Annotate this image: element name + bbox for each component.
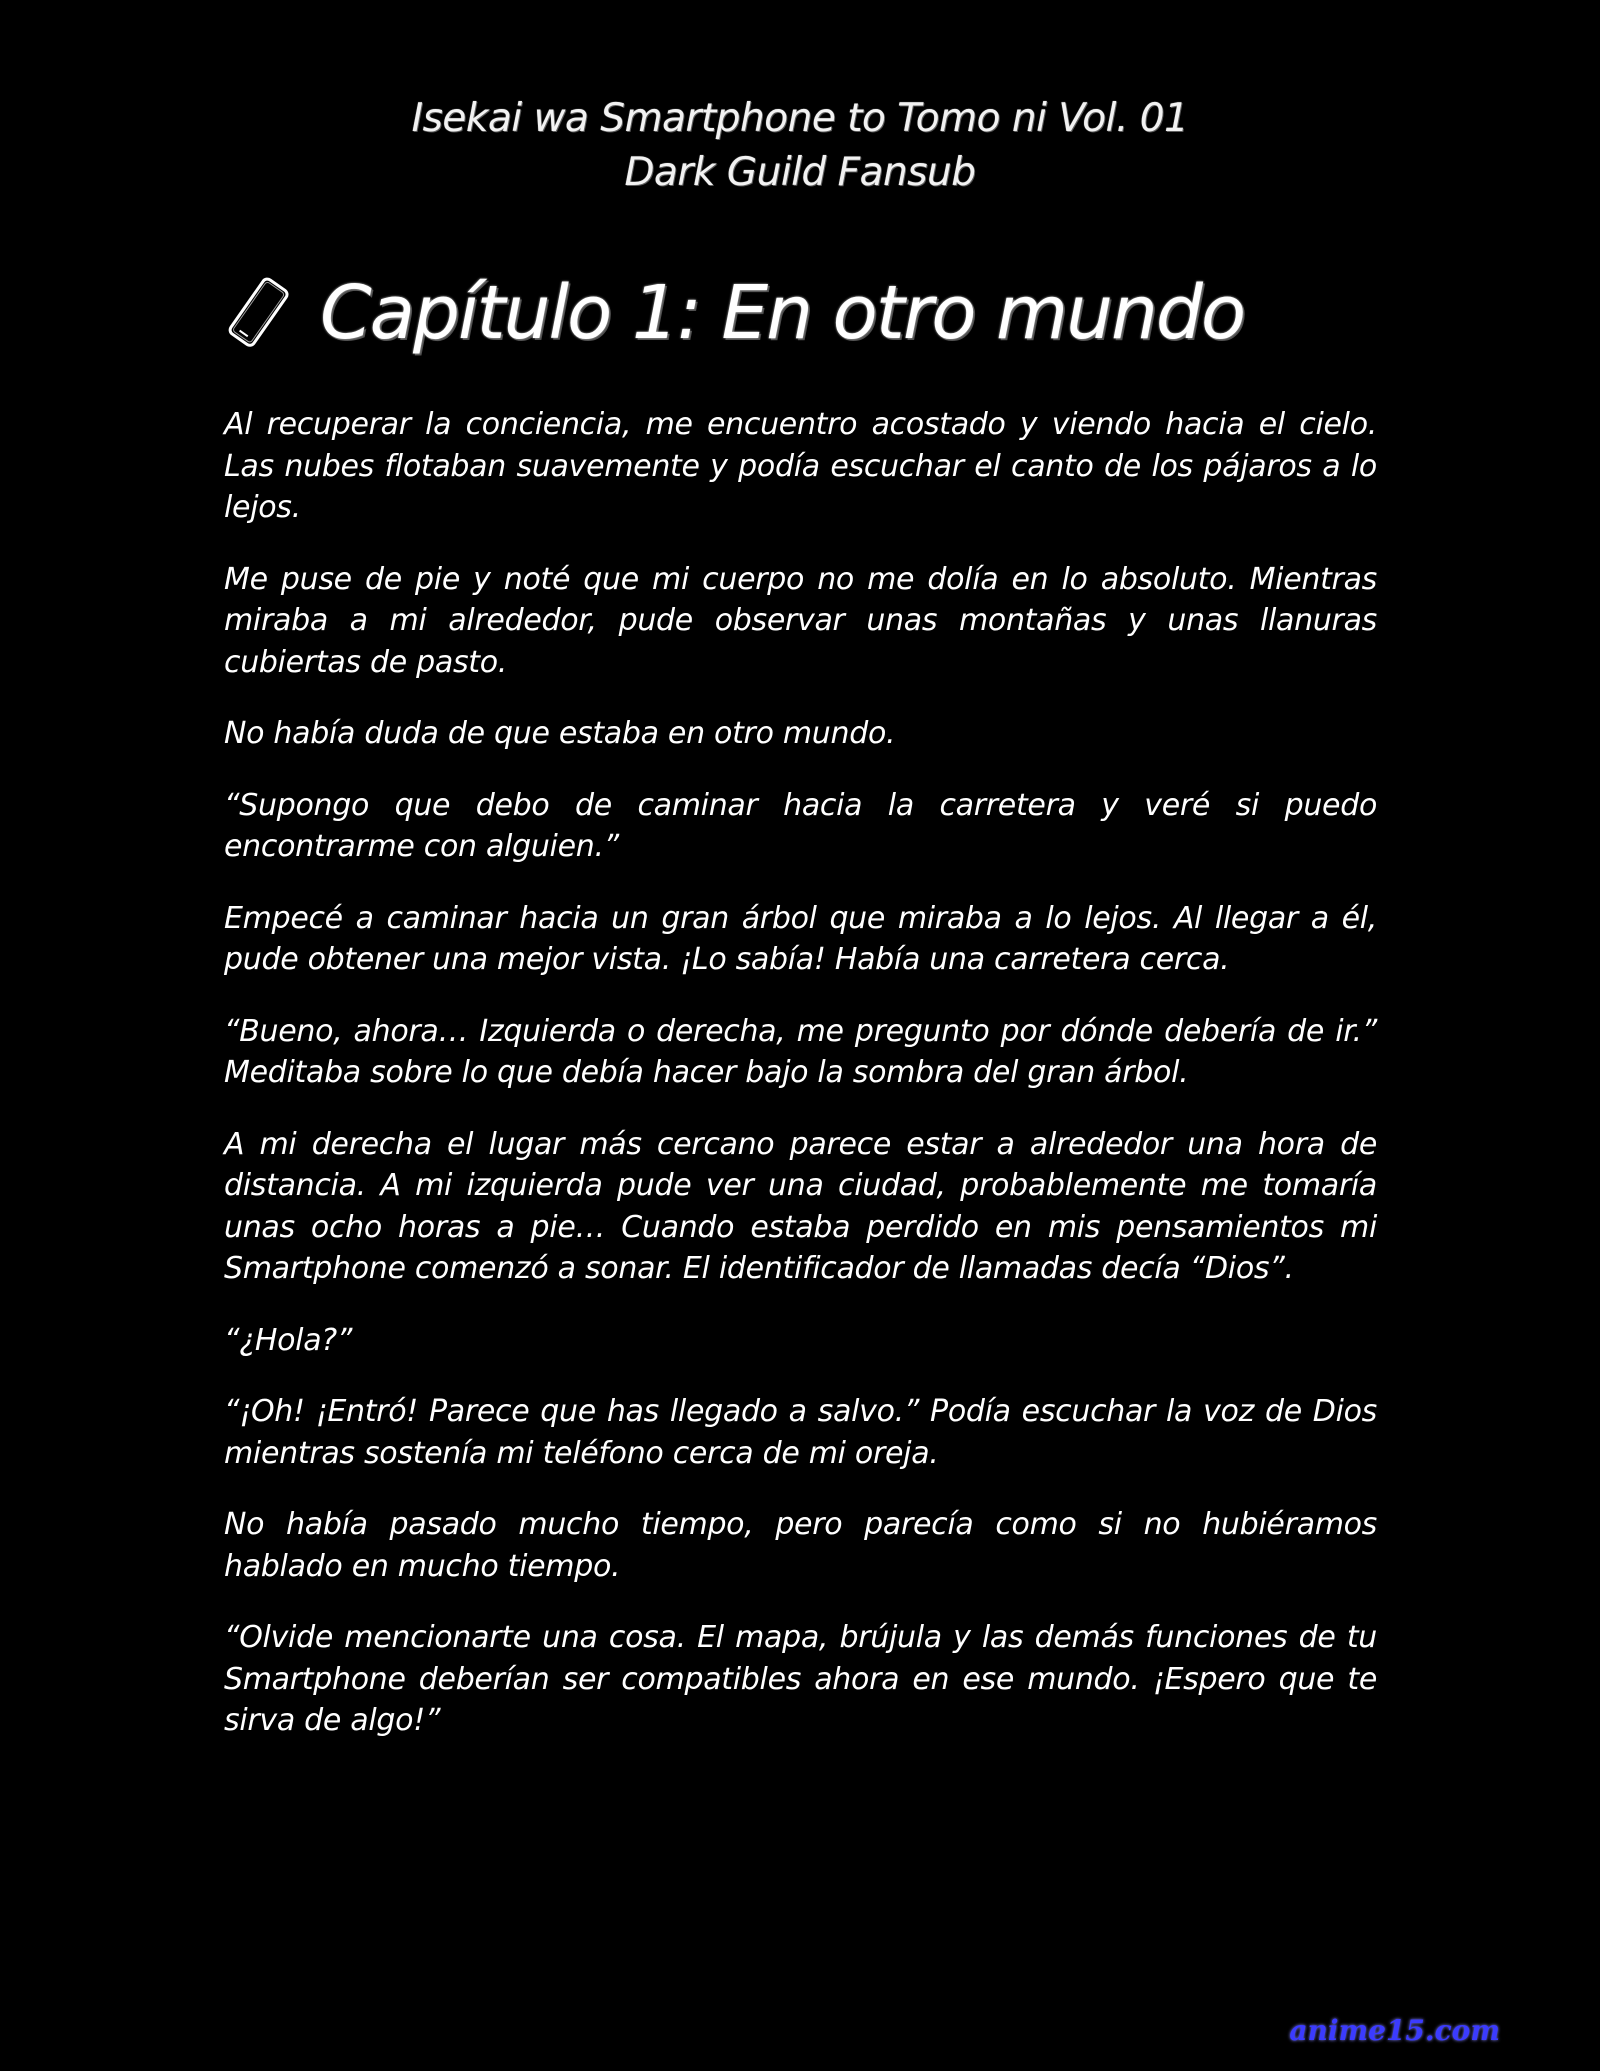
paragraph: Me puse de pie y noté que mi cuerpo no me dolía en lo absoluto. Mientras miraba a mi alrededor, pude observar unas montañas y unas llanuras cubiertas de pasto.: [224, 561, 1377, 680]
chapter-title: Capítulo 1: En otro mundo: [320, 270, 1245, 356]
page-header: [0, 92, 1600, 200]
paragraph: Empecé a caminar hacia un gran árbol que miraba a lo lejos. Al llegar a él, pude obtener una mejor vista. ¡Lo sabía! Había una carretera cerca.: [224, 900, 1377, 977]
paragraph: “¡Oh! ¡Entró! Parece que has llegado a salvo.” Podía escuchar la voz de Dios mientras sostenía mi teléfono cerca de mi oreja.: [224, 1394, 1377, 1471]
smartphone-icon: [222, 273, 294, 353]
site-watermark: anime15.com: [1289, 2014, 1500, 2047]
paragraph: “Olvide mencionarte una cosa. El mapa, brújula y las demás funciones de tu Smartphone deberían ser compatibles ahora en ese mundo. ¡Espero que te sirva de algo!”: [224, 1620, 1377, 1738]
book-title: Isekai wa Smartphone to Tomo ni Vol. 01: [411, 96, 1189, 141]
paragraph: No había duda de que estaba en otro mundo.: [224, 716, 896, 751]
chapter-body: [224, 404, 1377, 1772]
paragraph: Al recuperar la conciencia, me encuentro acostado y viendo hacia el cielo. Las nubes flotaban suavemente y podía escuchar el canto de los pájaros a lo lejos.: [224, 407, 1377, 525]
paragraph: “¿Hola?”: [224, 1322, 353, 1358]
fansub-name: Dark Guild Fansub: [624, 150, 976, 195]
chapter-heading: [222, 258, 1382, 368]
paragraph: “Bueno, ahora… Izquierda o derecha, me pregunto por dónde debería de ir.” Meditaba sobre lo que debía hacer bajo la sombra del gran árbol.: [224, 1013, 1377, 1090]
paragraph: No había pasado mucho tiempo, pero parecía como si no hubiéramos hablado en mucho tiempo.: [224, 1507, 1377, 1584]
paragraph: “Supongo que debo de caminar hacia la carretera y veré si puedo encontrarme con alguien.”: [224, 787, 1377, 864]
paragraph: A mi derecha el lugar más cercano parece estar a alrededor una hora de distancia. A mi izquierda pude ver una ciudad, probablemente me tomaría unas ocho horas a pie… Cuando estaba perdido en mis pensamientos mi Smartphone comenzó a sonar. El identificador de llamadas decía “Dios”.: [224, 1126, 1377, 1286]
